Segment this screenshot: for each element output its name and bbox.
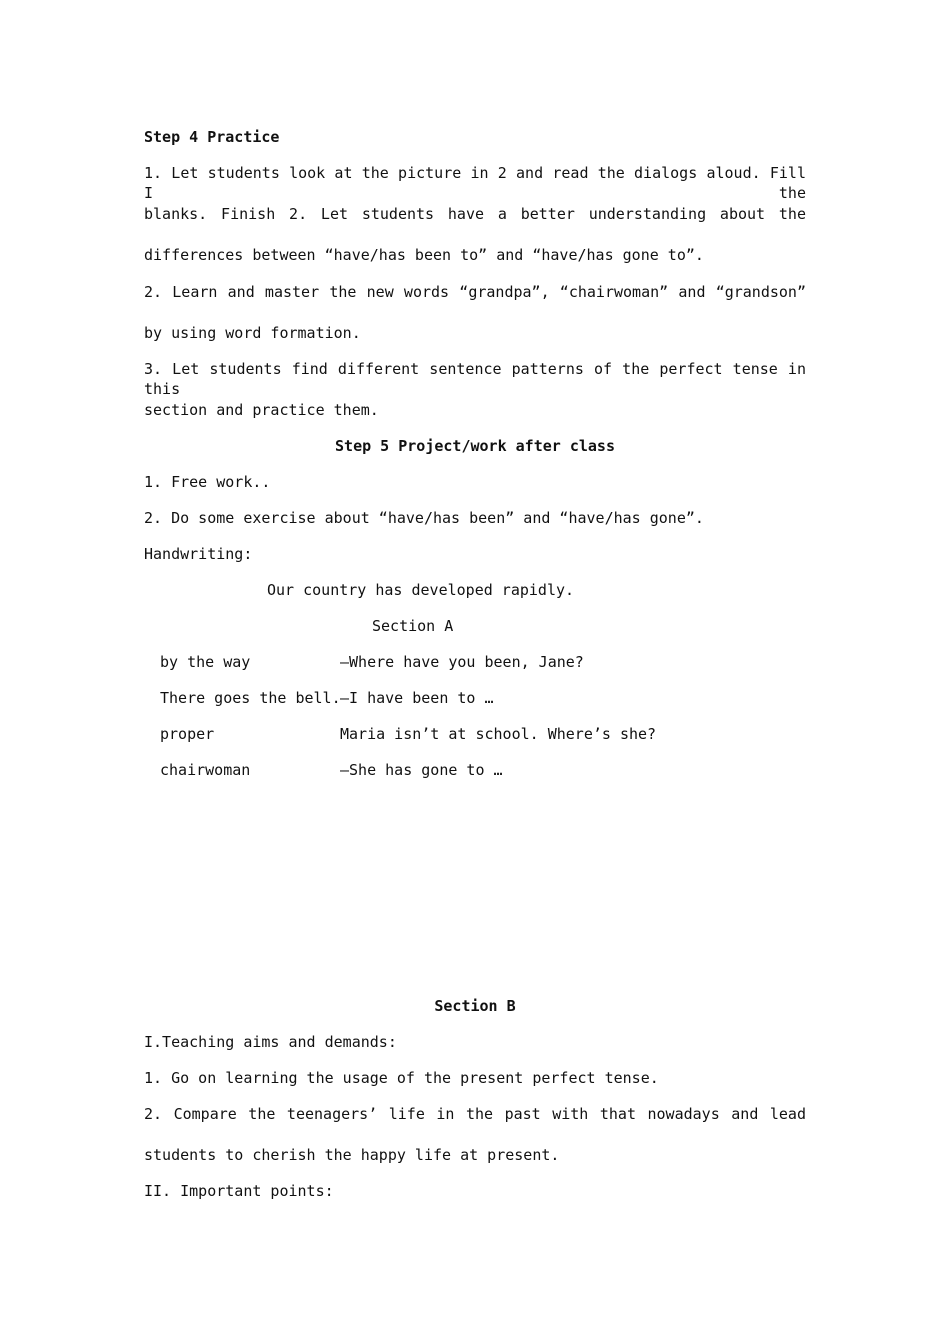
handwriting-left-4: chairwoman <box>160 761 251 779</box>
sectionB-heading: Section B <box>434 997 516 1015</box>
sectionB-aim2-line1: 2. Compare the teenagers’ life in the past with that nowadays and lead <box>144 1105 806 1123</box>
handwriting-label: Handwriting: <box>144 545 253 563</box>
step4-item1-line1: 1. Let students look at the picture in 2 and read the dialogs aloud. Fill I the <box>144 164 806 202</box>
step4-item1-line2: blanks. Finish 2. Let students have a better understanding about the <box>144 205 806 223</box>
sectionB-aim1: 1. Go on learning the usage of the present perfect tense. <box>144 1069 659 1087</box>
handwriting-left-1: by the way <box>160 653 251 671</box>
handwriting-left-2: There goes the bell. <box>160 689 341 707</box>
step4-item1-line3: differences between “have/has been to” and “have/has gone to”. <box>144 246 704 264</box>
handwriting-section: Section A <box>372 617 454 635</box>
step5-item2: 2. Do some exercise about “have/has been” and “have/has gone”. <box>144 509 704 527</box>
step4-heading: Step 4 Practice <box>144 128 280 146</box>
sectionB-aims-label: I.Teaching aims and demands: <box>144 1033 397 1051</box>
step5-heading: Step 5 Project/work after class <box>335 437 615 455</box>
step5-item1: 1. Free work.. <box>144 473 271 491</box>
sectionB-points-label: II. Important points: <box>144 1182 334 1200</box>
handwriting-right-1: —Where have you been, Jane? <box>340 653 584 671</box>
handwriting-right-2: —I have been to … <box>340 689 494 707</box>
sectionB-aim2-line2: students to cherish the happy life at present. <box>144 1146 560 1164</box>
step4-item2-line2: by using word formation. <box>144 324 361 342</box>
step4-item3-line1: 3. Let students find different sentence patterns of the perfect tense in this <box>144 360 806 398</box>
step4-item2-line1: 2. Learn and master the new words “grandpa”, “chairwoman” and “grandson” <box>144 283 806 301</box>
handwriting-title: Our country has developed rapidly. <box>267 581 575 599</box>
step4-item3-line2: section and practice them. <box>144 401 379 419</box>
handwriting-left-3: proper <box>160 725 215 743</box>
handwriting-right-4: —She has gone to … <box>340 761 503 779</box>
handwriting-right-3: Maria isn’t at school. Where’s she? <box>340 725 657 743</box>
